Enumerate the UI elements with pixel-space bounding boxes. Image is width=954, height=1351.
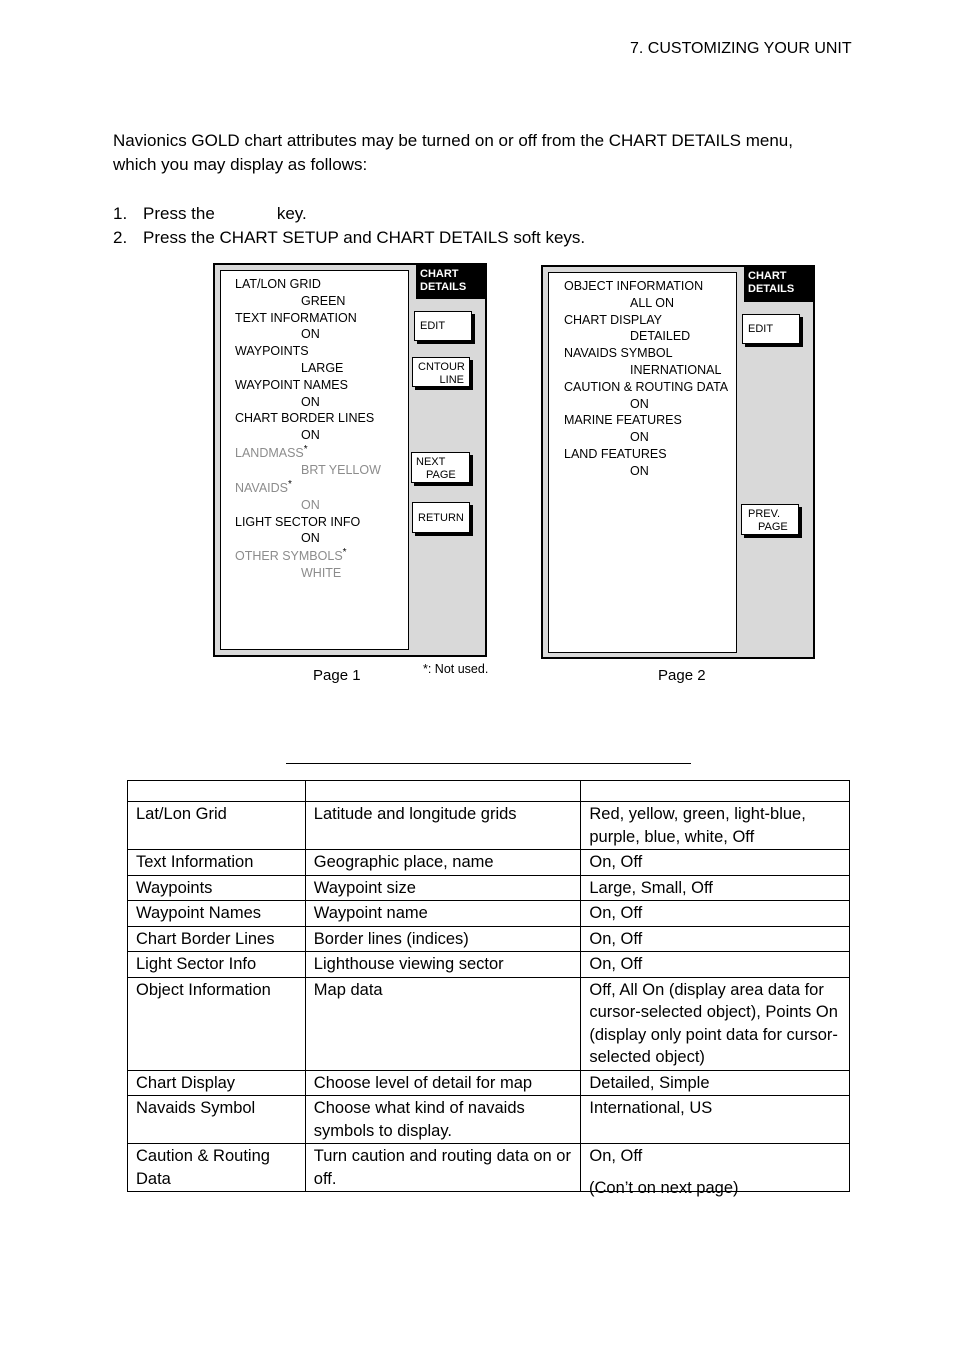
menu-item xyxy=(235,343,408,377)
menu-item-label: OTHER SYMBOLS xyxy=(235,549,343,564)
table-header-cell xyxy=(128,781,306,802)
page-2-caption: Page 2 xyxy=(658,667,706,684)
table-cell: On, Off xyxy=(581,850,850,876)
menu-item-value: ON xyxy=(301,394,320,409)
menu-item-value: LARGE xyxy=(301,360,344,375)
step-text-before: Press the xyxy=(143,204,215,223)
table-cell: Lighthouse viewing sector xyxy=(305,952,581,978)
menu-item-label: WAYPOINTS xyxy=(235,344,309,359)
menu-item xyxy=(235,310,408,344)
table-row xyxy=(128,1144,850,1192)
menu-title-line-2: DETAILS xyxy=(420,281,467,293)
next-key-label-line-2: PAGE xyxy=(426,469,456,481)
section-header: 7. CUSTOMIZING YOUR UNIT xyxy=(630,40,852,57)
cntour-key-label-line-2: LINE xyxy=(439,374,464,386)
table-row xyxy=(128,1096,850,1144)
menu-item-label: LAT/LON GRID xyxy=(235,277,321,291)
table-header-cell xyxy=(305,781,581,802)
table-cell: Detailed, Simple xyxy=(581,1070,850,1096)
menu-item-value: ON xyxy=(301,497,320,512)
table-cell: Border lines (indices) xyxy=(305,926,581,952)
menu-list-page-1 xyxy=(220,270,409,650)
table-cell: Lat/Lon Grid xyxy=(128,802,306,850)
cntour-key-label-line-1: CNTOUR xyxy=(418,361,465,373)
return-soft-key[interactable] xyxy=(412,502,470,533)
not-used-star: * xyxy=(288,478,292,490)
return-key-label: RETURN xyxy=(418,512,464,524)
table-cell: On, Off xyxy=(581,901,850,927)
page-1-caption: Page 1 xyxy=(313,667,361,684)
menu-item xyxy=(235,377,408,411)
step-number: 2. xyxy=(113,228,128,247)
menu-item-value: ON xyxy=(630,463,649,478)
chart-details-screen-page-1 xyxy=(213,263,487,657)
cntour-line-soft-key[interactable] xyxy=(412,357,470,387)
next-key-label-line-1: NEXT xyxy=(416,456,446,468)
menu-item-value: ON xyxy=(630,430,649,445)
table-cell: Red, yellow, green, light-blue, purple, blue, white, Off xyxy=(581,802,850,850)
menu-item xyxy=(564,312,736,346)
table-cell: Map data xyxy=(305,977,581,1070)
intro-line-2: which you may display as follows: xyxy=(113,155,368,174)
intro-line-1: Navionics GOLD chart attributes may be turned on or off from the CHART DETAILS menu, xyxy=(113,131,793,150)
menu-item-value: INERNATIONAL xyxy=(630,362,722,377)
table-header-row xyxy=(128,781,850,802)
menu-item-value: DETAILED xyxy=(630,329,691,344)
menu-item xyxy=(564,412,736,446)
next-page-soft-key[interactable] xyxy=(411,452,470,483)
table-cell: Navaids Symbol xyxy=(128,1096,306,1144)
table-row xyxy=(128,977,850,1070)
table-cell: Latitude and longitude grids xyxy=(305,802,581,850)
menu-item xyxy=(235,276,408,310)
table-cell: Turn caution and routing data on or off. xyxy=(305,1144,581,1192)
table-row xyxy=(128,901,850,927)
chart-details-table xyxy=(127,780,850,1192)
table-cell: Chart Border Lines xyxy=(128,926,306,952)
table-cell: Choose level of detail for map xyxy=(305,1070,581,1096)
table-cell: On, Off xyxy=(581,1144,850,1192)
menu-item-label: CHART BORDER LINES xyxy=(235,411,375,426)
menu-item-label: NAVAIDS SYMBOL xyxy=(564,346,673,361)
menu-title-line-2: DETAILS xyxy=(748,283,795,295)
menu-item-value: ON xyxy=(301,428,320,443)
menu-item-label: MARINE FEATURES xyxy=(564,413,682,428)
step-1 xyxy=(113,202,585,226)
menu-item xyxy=(235,479,408,514)
table-title-rule xyxy=(286,763,691,764)
table-header-cell xyxy=(581,781,850,802)
menu-list-page-2 xyxy=(548,272,737,653)
edit-soft-key[interactable] xyxy=(414,311,472,341)
menu-item-value: BRT YELLOW xyxy=(301,462,381,477)
table-cell: Choose what kind of navaids symbols to display. xyxy=(305,1096,581,1144)
table-cell: International, US xyxy=(581,1096,850,1144)
menu-item-value: WHITE xyxy=(301,566,342,581)
menu-item-label: TEXT INFORMATION xyxy=(235,310,357,325)
table-row xyxy=(128,926,850,952)
chart-details-screen-page-2 xyxy=(541,265,815,659)
menu-item-label: OBJECT INFORMATION xyxy=(564,279,704,293)
table-cell: Text Information xyxy=(128,850,306,876)
menu-item xyxy=(564,278,736,312)
step-number: 1. xyxy=(113,204,128,223)
table-cell: Off, All On (display area data for cursor-selected object), Points On (display only point data for cursor-selected object) xyxy=(581,977,850,1070)
table-cell: Waypoint name xyxy=(305,901,581,927)
menu-item-label: LAND FEATURES xyxy=(564,446,667,461)
table-cell: Chart Display xyxy=(128,1070,306,1096)
step-text: Press the CHART SETUP and CHART DETAILS soft keys. xyxy=(143,228,586,247)
prev-key-label-line-2: PAGE xyxy=(758,521,788,533)
menu-item-label: CAUTION & ROUTING DATA xyxy=(564,379,729,394)
prev-key-label-line-1: PREV. xyxy=(748,508,781,520)
menu-title-page-2 xyxy=(744,267,815,302)
menu-item-value: ON xyxy=(301,531,320,546)
menu-item-label: NAVAIDS xyxy=(235,480,289,495)
not-used-star: * xyxy=(342,547,347,559)
table-row xyxy=(128,850,850,876)
edit-key-label: EDIT xyxy=(748,323,774,335)
menu-item xyxy=(564,345,736,379)
menu-item xyxy=(235,444,408,479)
table-cell: Caution & Routing Data xyxy=(128,1144,306,1192)
table-row xyxy=(128,952,850,978)
not-used-note: *: Not used. xyxy=(423,662,489,676)
table-cell: Large, Small, Off xyxy=(581,875,850,901)
table-row xyxy=(128,875,850,901)
menu-item-label: WAYPOINT NAMES xyxy=(235,377,348,392)
table-cell: Waypoints xyxy=(128,875,306,901)
menu-item xyxy=(235,547,408,582)
step-2 xyxy=(113,226,585,250)
table-cell: Light Sector Info xyxy=(128,952,306,978)
menu-item-value: ON xyxy=(630,396,649,411)
menu-title-line-1: CHART xyxy=(420,268,459,280)
not-used-star: * xyxy=(303,443,308,455)
table-row xyxy=(128,1070,850,1096)
menu-item-value: ALL ON xyxy=(630,295,675,310)
menu-item-label: CHART DISPLAY xyxy=(564,312,662,327)
menu-title-line-1: CHART xyxy=(748,270,787,282)
table-cell: Waypoint size xyxy=(305,875,581,901)
menu-item xyxy=(564,379,736,413)
menu-item xyxy=(235,514,408,548)
menu-item xyxy=(564,446,736,480)
menu-item-label: LIGHT SECTOR INFO xyxy=(235,514,361,529)
table-row xyxy=(128,802,850,850)
menu-item xyxy=(235,410,408,444)
menu-item-label: LANDMASS xyxy=(235,445,304,460)
table-cell: On, Off xyxy=(581,952,850,978)
steps-list xyxy=(113,202,585,250)
edit-key-label: EDIT xyxy=(420,320,446,332)
table-cell: Waypoint Names xyxy=(128,901,306,927)
edit-soft-key[interactable] xyxy=(742,314,800,344)
menu-item-value: ON xyxy=(301,327,320,342)
table-cell: Object Information xyxy=(128,977,306,1070)
menu-item-value: GREEN xyxy=(301,293,346,308)
table-cell: On, Off xyxy=(581,926,850,952)
continued-note: (Con’t on next page) xyxy=(589,1179,739,1197)
step-text-after: key. xyxy=(276,204,307,223)
menu-title-page-1 xyxy=(416,265,487,299)
prev-page-soft-key[interactable] xyxy=(741,504,799,535)
table-cell: Geographic place, name xyxy=(305,850,581,876)
